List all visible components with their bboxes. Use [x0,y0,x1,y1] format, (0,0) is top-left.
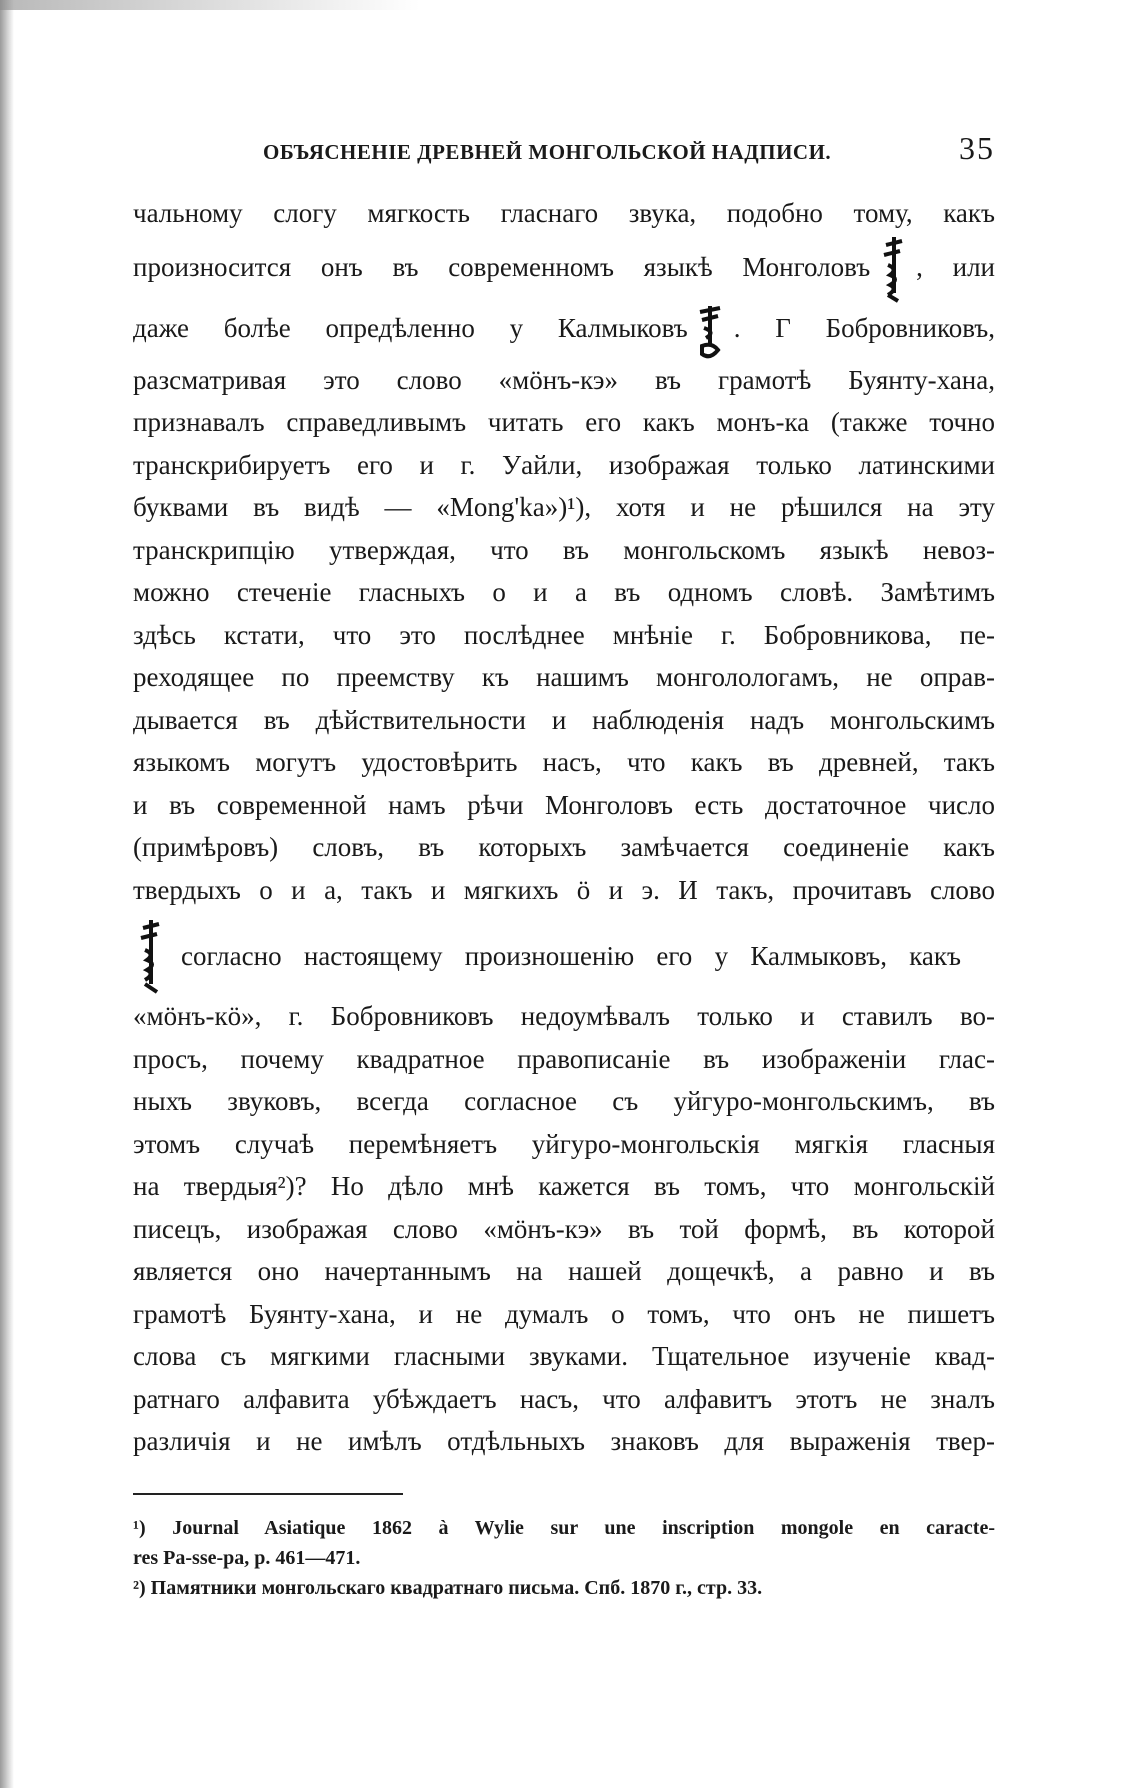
text-line: (примѣровъ) словъ, въ которыхъ замѣчается соединеніе какъ [133,832,995,862]
page-number: 35 [959,130,995,166]
text-line: «мöнъ-кö», г. Бобровниковъ недоумѣвалъ только и ставилъ во- [133,1001,995,1031]
text-line: признавалъ справедливымъ читать его какъ монъ-ка (также точно [133,407,995,437]
page [133,130,995,1603]
text-line: писецъ, изображая слово «мöнъ-кэ» въ той формѣ, въ которой [133,1213,995,1244]
text-fragment: , или [916,251,995,282]
scan-shadow-top [0,0,420,10]
footnote-divider [133,1493,403,1495]
text-line: является оно начертаннымъ на нашей дощечкѣ, а равно и въ [133,1256,995,1286]
text-line: дывается въ дѣйствительности и наблюденія надъ монгольскимъ [133,704,995,735]
footnote-1: ¹) Journal Asiatique 1862 à Wylie sur une inscription mongole en caracte- [133,1516,995,1539]
text-line: твердыхъ о и а, такъ и мягкихъ ö и э. И такъ, прочитавъ слово [133,874,995,905]
text-line: буквами въ видѣ — «Mong'ka»)¹), хотя и не рѣшился на эту [133,492,995,522]
text-line: реходящее по преемству къ нашимъ монголологамъ, не оправ- [133,662,995,692]
text-line: просъ, почему квадратное правописаніе въ изображеніи глас- [133,1043,995,1074]
text-line: различія и не имѣлъ отдѣльныхъ знаковъ для выраженія твер- [133,1426,995,1456]
text-line [133,297,995,359]
text-fragment: согласно настоящему произношенію его у Калмыковъ, какъ [181,940,961,971]
text-fragment: . Г Бобровниковъ, [733,312,995,343]
text-line [133,235,995,297]
mongol-script-glyph [876,235,910,305]
text-line: здѣсь кстати, что это послѣднее мнѣніе г. Бобровникова, пе- [133,619,995,650]
kalmyk-script-glyph [694,299,728,362]
text-line: слова съ мягкими гласными звуками. Тщательное изученіе квад- [133,1341,995,1371]
footnote-1-continued: res Pa-sse-pa, p. 461—471. [133,1546,361,1569]
mongol-script-glyph [133,913,167,998]
text-line [133,911,995,995]
footnotes [133,1513,995,1603]
text-fragment: произносится онъ въ современномъ языкѣ Монголовъ [133,251,871,282]
footnote-2: ²) Памятники монгольскаго квадратнаго письма. Спб. 1870 г., стр. 33. [133,1576,763,1599]
text-line: ратнаго алфавита убѣждаетъ насъ, что алфавитъ этотъ не зналъ [133,1383,995,1414]
text-line: на твердыя²)? Но дѣло мнѣ кажется въ томъ, что монгольскій [133,1171,995,1201]
text-line: транскрипцію утверждая, что въ монгольскомъ языкѣ невоз- [133,534,995,565]
body-text [133,192,995,1463]
text-fragment: даже болѣе опредѣленно у Калмыковъ [133,312,688,343]
running-title: ОБЪЯСНЕНІЕ ДРЕВНЕЙ МОНГОЛЬСКОЙ НАДПИСИ. [263,140,832,164]
text-line: этомъ случаѣ перемѣняетъ уйгуро-монгольскія мягкія гласныя [133,1128,995,1159]
scan-shadow-left [0,0,14,1788]
text-line: языкомъ могутъ удостовѣрить насъ, что какъ въ древней, такъ [133,747,995,777]
text-line: можно стеченіе гласныхъ о и а въ одномъ словѣ. Замѣтимъ [133,577,995,607]
text-line: грамотѣ Буянту-хана, и не думалъ о томъ, что онъ не пишетъ [133,1298,995,1329]
running-head [133,130,995,174]
text-line: разсматривая это слово «мöнъ-кэ» въ грамотѣ Буянту-хана, [133,364,995,395]
text-line: ныхъ звуковъ, всегда согласное съ уйгуро-монгольскимъ, въ [133,1086,995,1116]
text-line: транскрибируетъ его и г. Уайли, изображая только латинскими [133,449,995,480]
text-line: чальному слогу мягкость гласнаго звука, подобно тому, какъ [133,198,995,228]
text-line: и въ современной намъ рѣчи Монголовъ есть достаточное число [133,789,995,820]
